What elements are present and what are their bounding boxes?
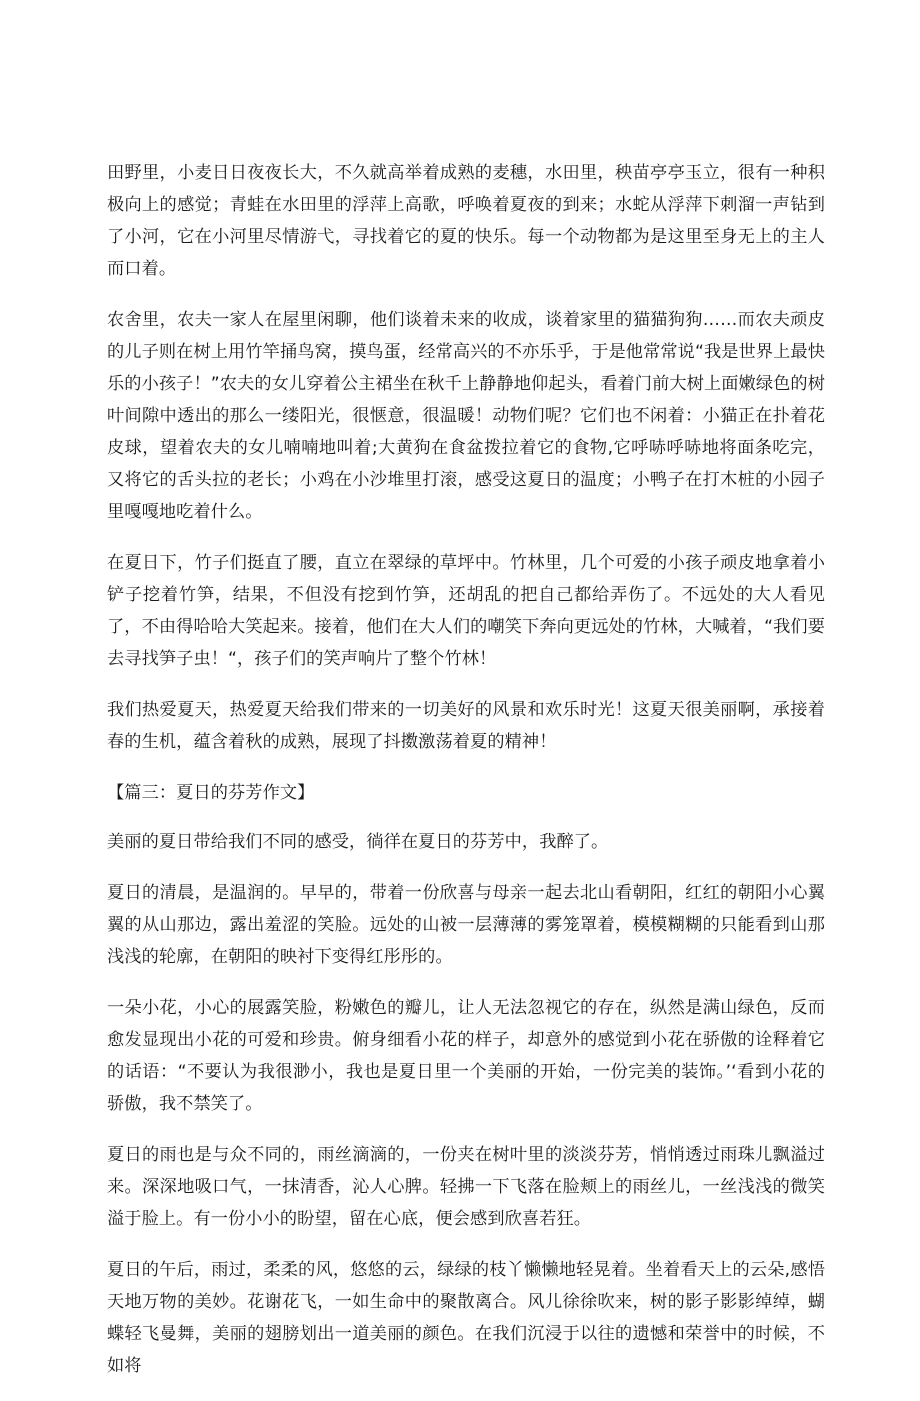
section-heading: 【篇三：夏日的芬芳作文】 (107, 783, 315, 803)
paragraph-fields: 田野里，小麦日日夜夜长大，不久就高举着成熟的麦穗，水田里，秧苗亭亭玉立，很有一种积极向上的感觉；青蛙在水田里的浮萍上高歌，呼唤着夏夜的到来；水蛇从浮萍下刺溜一声钻到了小河，它在小河里尽情游弋，寻找着它的夏的快乐。每一个动物都为是这里至身无上的主人而口着。 (107, 163, 825, 279)
paragraph-intro: 美丽的夏日带给我们不同的感受，徜徉在夏日的芬芳中，我醉了。 (107, 832, 609, 852)
paragraph-flower: 一朵小花，小心的展露笑脸，粉嫩色的瓣儿，让人无法忽视它的存在，纵然是满山绿色，反而愈发显现出小花的可爱和珍贵。俯身细看小花的样子，却意外的感觉到小花在骄傲的诠释着它的话语：“不要认为我很渺小，我也是夏日里一个美丽的开始，一份完美的装饰。’‘看到小花的骄傲，我不禁笑了。 (107, 998, 825, 1114)
paragraph-rain: 夏日的雨也是与众不同的，雨丝滴滴的，一份夹在树叶里的淡淡芬芳，悄悄透过雨珠儿飘溢过来。深深地吸口气，一抹清香，沁人心脾。轻拂一下飞落在脸颊上的雨丝儿，一丝浅浅的微笑溢于脸上。有一份小小的盼望，留在心底，便会感到欣喜若狂。 (107, 1145, 825, 1229)
paragraph-bamboo: 在夏日下，竹子们挺直了腰，直立在翠绿的草坪中。竹林里，几个可爱的小孩子顽皮地拿着小铲子挖着竹笋，结果，不但没有挖到竹笋，还胡乱的把自己都给弄伤了。不远处的大人看见了，不由得哈哈大笑起来。接着，他们在大人们的嘲笑下奔向更远处的竹林，大喊着，“我们要去寻找笋子虫！“，孩子们的笑声响片了整个竹林！ (107, 553, 825, 669)
paragraph-morning: 夏日的清晨，是温润的。早早的，带着一份欣喜与母亲一起去北山看朝阳，红红的朝阳小心翼翼的从山那边，露出羞涩的笑脸。远处的山被一层薄薄的雾笼罩着，模模糊糊的只能看到山那浅浅的轮廓，在朝阳的映衬下变得红彤彤的。 (107, 883, 825, 967)
paragraph-afternoon: 夏日的午后，雨过，柔柔的风，悠悠的云，绿绿的枝丫懒懒地轻晃着。坐着看天上的云朵,感悟天地万物的美妙。花谢花飞，一如生命中的聚散离合。风儿徐徐吹来，树的影子影影绰绰，蝴蝶轻飞曼舞，美丽的翅膀划出一道美丽的颜色。在我们沉浸于以往的遗憾和荣誉中的时候，不如将 (107, 1260, 825, 1376)
paragraph-love-summer: 我们热爱夏天，热爱夏天给我们带来的一切美好的风景和欢乐时光！这夏天很美丽啊，承接着春的生机，蕴含着秋的成熟，展现了抖擞激荡着夏的精神！ (107, 700, 825, 752)
paragraph-farmhouse: 农舍里，农夫一家人在屋里闲聊，他们谈着未来的收成，谈着家里的猫猫狗狗……而农夫顽皮的儿子则在树上用竹竿捅鸟窝，摸鸟蛋，经常高兴的不亦乐乎，于是他常常说“我是世界上最快乐的小孩子！”农夫的女儿穿着公主裙坐在秋千上静静地仰起头，看着门前大树上面嫩绿色的树叶间隙中透出的那么一缕阳光，很惬意，很温暖！动物们呢？它们也不闲着：小猫正在扑着花皮球，望着农夫的女儿喃喃地叫着;大黄狗在食盆拨拉着它的食物,它呼哧呼哧地将面条吃完，又将它的舌头拉的老长；小鸡在小沙堆里打滚，感受这夏日的温度；小鸭子在打木桩的小园子里嘎嘎地吃着什么。 (107, 310, 825, 522)
document-body (107, 157, 825, 1401)
